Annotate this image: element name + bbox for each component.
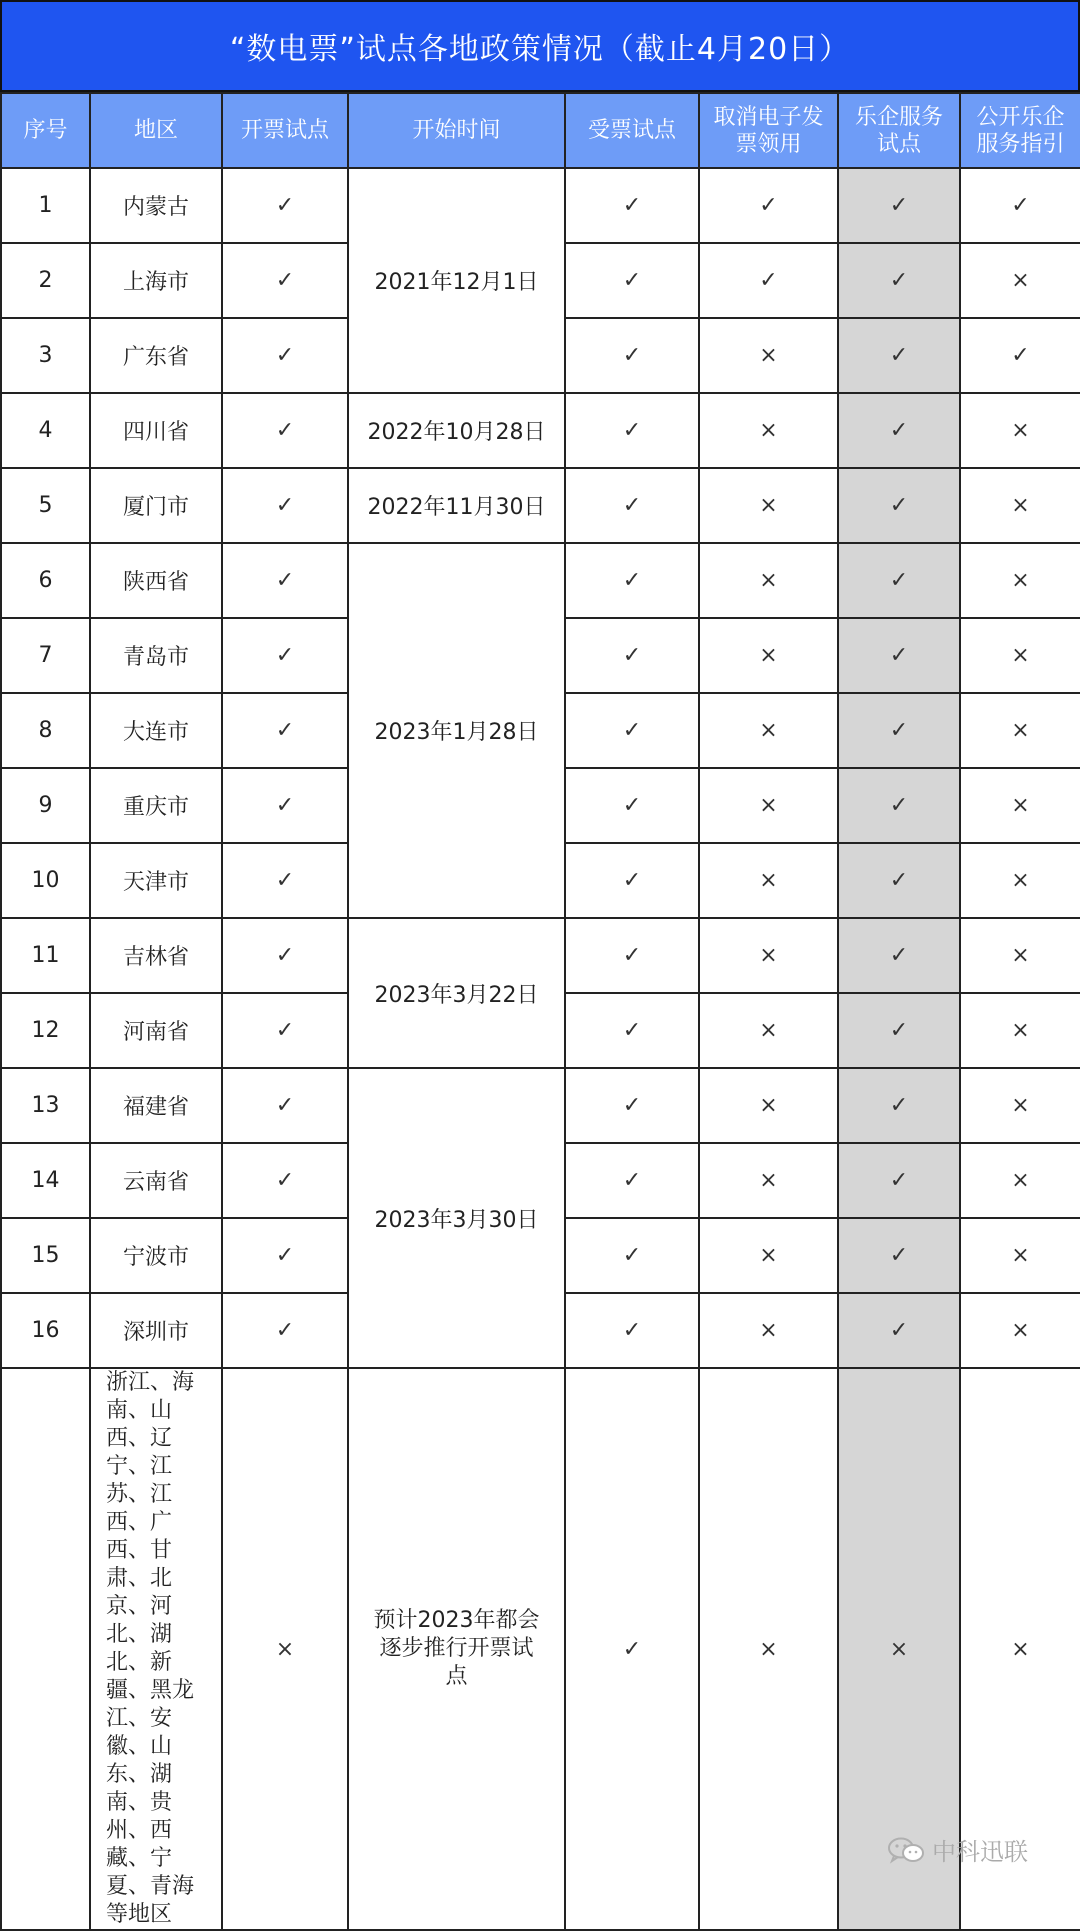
table-title: “数电票”试点各地政策情况（截止4月20日）: [0, 0, 1080, 92]
leqi-pilot-mark: ✓: [838, 618, 960, 693]
row-region: 上海市: [90, 243, 222, 318]
row-region: 福建省: [90, 1068, 222, 1143]
receive-pilot-mark: ✓: [565, 693, 699, 768]
header-no: 序号: [1, 93, 90, 168]
leqi-guide-mark: ×: [960, 993, 1080, 1068]
header-leqi-pilot: [838, 93, 960, 168]
leqi-guide-mark: ×: [960, 618, 1080, 693]
issue-pilot-mark: ✓: [222, 1218, 348, 1293]
row-region: 青岛市: [90, 618, 222, 693]
row-region: 重庆市: [90, 768, 222, 843]
issue-pilot-mark: ✓: [222, 1293, 348, 1368]
other-regions-text: 浙江、海南、山西、辽宁、江苏、江西、广西、甘肃、北京、河北、湖北、新疆、黑龙江、安徽、山东、湖南、贵州、西藏、宁夏、青海等地区: [106, 1370, 195, 1927]
cancel-e-invoice-mark: ×: [699, 693, 838, 768]
other-regions-list: [90, 1368, 222, 1930]
row-region: 厦门市: [90, 468, 222, 543]
leqi-guide-mark: ×: [960, 768, 1080, 843]
leqi-guide-mark: ×: [960, 1293, 1080, 1368]
cancel-e-invoice-mark: ×: [699, 1143, 838, 1218]
leqi-pilot-mark: ✓: [838, 843, 960, 918]
row-no: 14: [1, 1143, 90, 1218]
leqi-guide-mark: ×: [960, 1143, 1080, 1218]
header-start-time: 开始时间: [348, 93, 565, 168]
row-no: 5: [1, 468, 90, 543]
row-no: 6: [1, 543, 90, 618]
cancel-e-invoice-mark: ✓: [699, 168, 838, 243]
receive-pilot-mark: ✓: [565, 1068, 699, 1143]
receive-pilot-mark: ✓: [565, 468, 699, 543]
row-no: 13: [1, 1068, 90, 1143]
row-no: 16: [1, 1293, 90, 1368]
start-date: 2021年12月1日: [348, 168, 565, 393]
issue-pilot-mark: ✓: [222, 318, 348, 393]
issue-pilot-mark: ✓: [222, 1068, 348, 1143]
leqi-guide-mark: ×: [960, 1218, 1080, 1293]
header-issue-pilot: 开票试点: [222, 93, 348, 168]
issue-pilot-mark: ✓: [222, 843, 348, 918]
header-leqi-line2: 试点: [876, 131, 921, 157]
row-no: 1: [1, 168, 90, 243]
header-guide-line1: 公开乐企: [976, 104, 1065, 130]
row-region: 云南省: [90, 1143, 222, 1218]
start-date: 2023年3月22日: [348, 918, 565, 1068]
leqi-pilot-mark: ✓: [838, 993, 960, 1068]
receive-pilot-mark: ✓: [565, 1143, 699, 1218]
row-no: 8: [1, 693, 90, 768]
issue-pilot-mark: ✓: [222, 1143, 348, 1218]
cancel-e-invoice-mark: ×: [699, 1218, 838, 1293]
issue-pilot-mark: ✓: [222, 468, 348, 543]
cancel-e-invoice-mark: ×: [699, 468, 838, 543]
start-date: 2023年3月30日: [348, 1068, 565, 1368]
row-region: 四川省: [90, 393, 222, 468]
issue-pilot-mark: ✓: [222, 993, 348, 1068]
table-row: [1, 1068, 1080, 1143]
cancel-e-invoice-mark: ×: [699, 1293, 838, 1368]
header-guide-line2: 服务指引: [976, 131, 1065, 157]
cancel-e-invoice-mark: ×: [699, 918, 838, 993]
leqi-guide-mark: ×: [960, 1368, 1080, 1930]
start-date: 2022年10月28日: [348, 393, 565, 468]
row-no: 7: [1, 618, 90, 693]
cancel-e-invoice-mark: ×: [699, 318, 838, 393]
row-region: 广东省: [90, 318, 222, 393]
leqi-guide-mark: ✓: [960, 168, 1080, 243]
receive-pilot-mark: ✓: [565, 993, 699, 1068]
leqi-pilot-mark: ✓: [838, 318, 960, 393]
leqi-pilot-mark: ×: [838, 1368, 960, 1930]
planned-start-note: [348, 1368, 565, 1930]
header-leqi-line1: 乐企服务: [854, 104, 943, 130]
leqi-pilot-mark: ✓: [838, 1218, 960, 1293]
header-cancel-e-invoice: [699, 93, 838, 168]
issue-pilot-mark: ✓: [222, 768, 348, 843]
cancel-e-invoice-mark: ×: [699, 1068, 838, 1143]
cancel-e-invoice-mark: ×: [699, 993, 838, 1068]
header-cancel-line2: 票领用: [735, 131, 802, 157]
leqi-pilot-mark: ✓: [838, 1293, 960, 1368]
receive-pilot-mark: ✓: [565, 393, 699, 468]
leqi-guide-mark: ×: [960, 693, 1080, 768]
cancel-e-invoice-mark: ✓: [699, 243, 838, 318]
leqi-guide-mark: ×: [960, 393, 1080, 468]
header-row: [1, 93, 1080, 168]
row-region: 大连市: [90, 693, 222, 768]
issue-pilot-mark: ✓: [222, 618, 348, 693]
header-receive-pilot: 受票试点: [565, 93, 699, 168]
leqi-pilot-mark: ✓: [838, 393, 960, 468]
row-no: 10: [1, 843, 90, 918]
cancel-e-invoice-mark: ×: [699, 1368, 838, 1930]
header-region: 地区: [90, 93, 222, 168]
receive-pilot-mark: ✓: [565, 168, 699, 243]
table-row: [1, 543, 1080, 618]
leqi-pilot-mark: ✓: [838, 1143, 960, 1218]
row-region: 宁波市: [90, 1218, 222, 1293]
policy-table: [0, 92, 1080, 1931]
row-no: 15: [1, 1218, 90, 1293]
receive-pilot-mark: ✓: [565, 243, 699, 318]
planned-start-text: 预计2023年都会逐步推行开票试点: [373, 1608, 540, 1689]
issue-pilot-mark: ✓: [222, 693, 348, 768]
receive-pilot-mark: ✓: [565, 768, 699, 843]
start-date: 2023年1月28日: [348, 543, 565, 918]
issue-pilot-mark: ✓: [222, 168, 348, 243]
issue-pilot-mark: ✓: [222, 393, 348, 468]
row-no: 4: [1, 393, 90, 468]
row-region: 吉林省: [90, 918, 222, 993]
leqi-pilot-mark: ✓: [838, 918, 960, 993]
row-region: 深圳市: [90, 1293, 222, 1368]
leqi-guide-mark: ×: [960, 1068, 1080, 1143]
table-row: [1, 468, 1080, 543]
row-no: 11: [1, 918, 90, 993]
cancel-e-invoice-mark: ×: [699, 843, 838, 918]
receive-pilot-mark: ✓: [565, 1293, 699, 1368]
table-row: [1, 393, 1080, 468]
receive-pilot-mark: ✓: [565, 1218, 699, 1293]
cancel-e-invoice-mark: ×: [699, 543, 838, 618]
leqi-guide-mark: ×: [960, 543, 1080, 618]
cancel-e-invoice-mark: ×: [699, 393, 838, 468]
leqi-guide-mark: ✓: [960, 318, 1080, 393]
header-cancel-line1: 取消电子发: [713, 104, 824, 130]
row-region: 陕西省: [90, 543, 222, 618]
leqi-pilot-mark: ✓: [838, 693, 960, 768]
receive-pilot-mark: ✓: [565, 1368, 699, 1930]
row-no: 9: [1, 768, 90, 843]
receive-pilot-mark: ✓: [565, 543, 699, 618]
start-date: 2022年11月30日: [348, 468, 565, 543]
wechat-icon: [886, 1836, 926, 1864]
watermark-text: 中科迅联: [932, 1838, 1028, 1866]
leqi-pilot-mark: ✓: [838, 243, 960, 318]
leqi-guide-mark: ×: [960, 843, 1080, 918]
receive-pilot-mark: ✓: [565, 918, 699, 993]
leqi-pilot-mark: ✓: [838, 168, 960, 243]
issue-pilot-mark: ×: [222, 1368, 348, 1930]
row-no: [1, 1368, 90, 1930]
leqi-guide-mark: ×: [960, 243, 1080, 318]
receive-pilot-mark: ✓: [565, 618, 699, 693]
row-region: 内蒙古: [90, 168, 222, 243]
leqi-guide-mark: ×: [960, 468, 1080, 543]
receive-pilot-mark: ✓: [565, 843, 699, 918]
leqi-pilot-mark: ✓: [838, 768, 960, 843]
row-region: 天津市: [90, 843, 222, 918]
table-row: [1, 918, 1080, 993]
table-row: [1, 168, 1080, 243]
issue-pilot-mark: ✓: [222, 243, 348, 318]
watermark: [886, 1832, 1028, 1867]
receive-pilot-mark: ✓: [565, 318, 699, 393]
cancel-e-invoice-mark: ×: [699, 618, 838, 693]
cancel-e-invoice-mark: ×: [699, 768, 838, 843]
issue-pilot-mark: ✓: [222, 543, 348, 618]
row-no: 12: [1, 993, 90, 1068]
leqi-pilot-mark: ✓: [838, 468, 960, 543]
leqi-pilot-mark: ✓: [838, 543, 960, 618]
leqi-guide-mark: ×: [960, 918, 1080, 993]
header-leqi-guide: [960, 93, 1080, 168]
row-no: 3: [1, 318, 90, 393]
leqi-pilot-mark: ✓: [838, 1068, 960, 1143]
issue-pilot-mark: ✓: [222, 918, 348, 993]
row-region: 河南省: [90, 993, 222, 1068]
row-no: 2: [1, 243, 90, 318]
